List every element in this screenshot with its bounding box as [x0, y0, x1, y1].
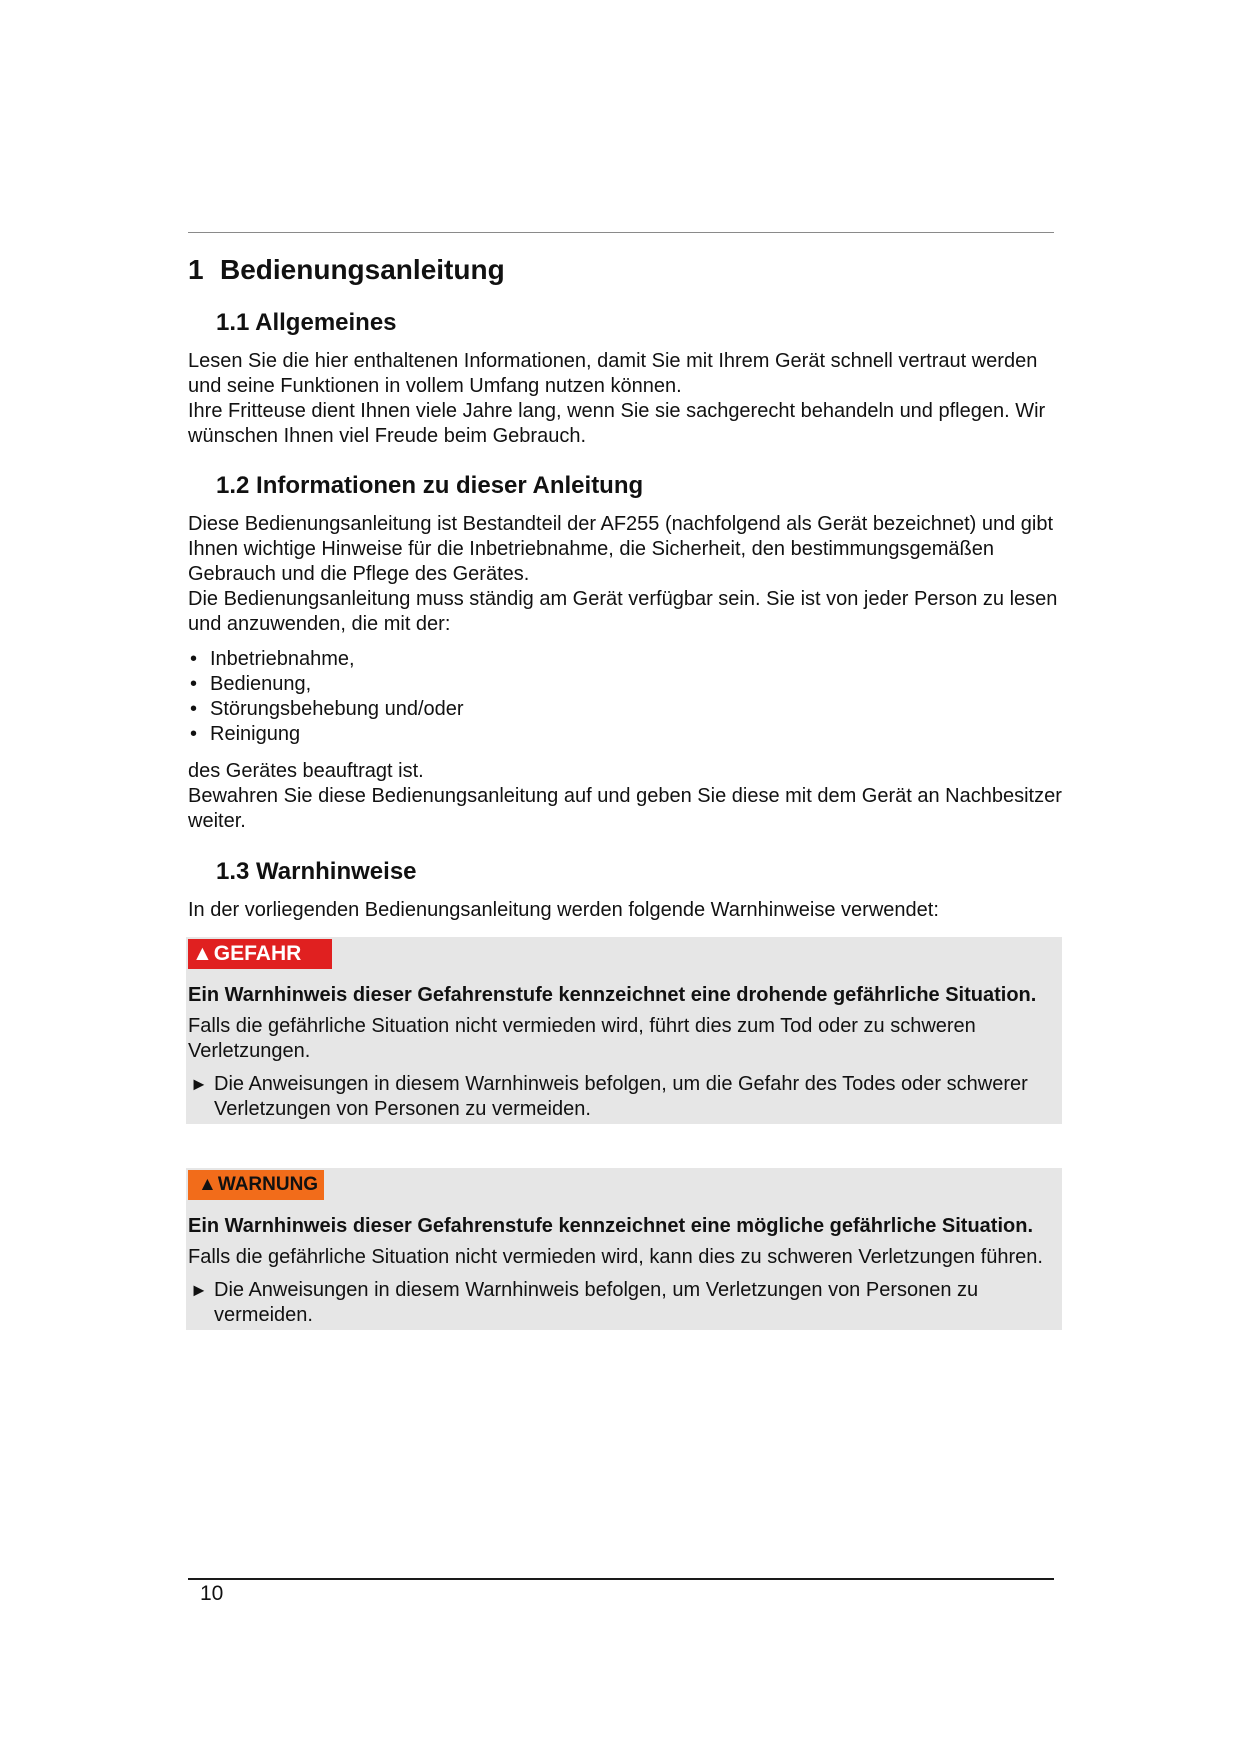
notice-body: Falls die gefährliche Situation nicht vermieden wird, kann dies zu schweren Verletzungen führen. — [188, 1246, 1043, 1268]
paragraph: Bewahren Sie diese Bedienungsanleitung auf und geben Sie diese mit dem Gerät an Nachbesitzer weiter. — [188, 785, 1062, 832]
chapter-title: Bedienungsanleitung — [220, 254, 505, 285]
page-content — [188, 254, 1068, 1330]
chapter-heading — [188, 254, 1068, 286]
header-rule — [188, 232, 1054, 233]
notice-heading: Ein Warnhinweis dieser Gefahrenstufe kennzeichnet eine drohende gefährliche Situation. — [188, 984, 1037, 1006]
bullet-dot: • — [190, 698, 198, 720]
chapter-number: 1 — [188, 254, 204, 285]
bullet-dot: • — [190, 673, 198, 695]
list-item: • Inbetriebnahme, — [190, 648, 355, 670]
paragraph: Ihre Fritteuse dient Ihnen viele Jahre lang, wenn Sie sie sachgerecht behandeln und pflegen. Wir wünschen Ihnen viel Freude beim Gebrauch. — [188, 400, 1046, 447]
warning-badge: ▲WARNUNG — [188, 1170, 324, 1200]
bullet-dot: • — [190, 723, 198, 745]
arrow-right-icon: ► — [190, 1074, 208, 1094]
paragraph: In der vorliegenden Bedienungsanleitung werden folgende Warnhinweise verwendet: — [188, 899, 939, 921]
notice-heading: Ein Warnhinweis dieser Gefahrenstufe kennzeichnet eine mögliche gefährliche Situation. — [188, 1215, 1033, 1237]
notice-action: ► Die Anweisungen in diesem Warnhinweis befolgen, um die Gefahr des Todes oder schwerer Verletzungen von Personen zu vermeiden. — [190, 1073, 1028, 1120]
section-heading-allgemeines: 1.1 Allgemeines — [216, 309, 397, 336]
paragraph: Diese Bedienungsanleitung ist Bestandteil der AF255 (nachfolgend als Gerät bezeichnet) und gibt Ihnen wichtige Hinweise für die Inbetriebnahme, die Sicherheit, den bestimmungsgemäßen Gebrauch und die Pflege des Gerätes. — [188, 513, 1054, 585]
bullet-list — [188, 647, 1068, 747]
paragraph: Lesen Sie die hier enthaltenen Informationen, damit Sie mit Ihrem Gerät schnell vertraut werden und seine Funktionen in vollem Umfang nutzen können. — [188, 350, 1038, 397]
warning-triangle-icon: ▲ — [192, 942, 213, 965]
bullet-dot: • — [190, 648, 198, 670]
list-item: • Bedienung, — [190, 673, 312, 695]
section-heading-warnhinweise: 1.3 Warnhinweise — [216, 858, 417, 885]
warning-triangle-icon: ▲ — [198, 1174, 217, 1195]
arrow-right-icon: ► — [190, 1280, 208, 1300]
paragraph: Die Bedienungsanleitung muss ständig am Gerät verfügbar sein. Sie ist von jeder Person zu lesen und anzuwenden, die mit der: — [188, 588, 1058, 635]
danger-notice-box — [186, 937, 1062, 1124]
section-heading-informationen: 1.2 Informationen zu dieser Anleitung — [216, 472, 644, 499]
notice-action: ► Die Anweisungen in diesem Warnhinweis befolgen, um Verletzungen von Personen zu vermeiden. — [190, 1279, 979, 1326]
warning-notice-box — [186, 1168, 1062, 1330]
footer-rule — [188, 1578, 1054, 1580]
list-item: • Störungsbehebung und/oder — [190, 698, 464, 720]
list-item: • Reinigung — [190, 723, 301, 745]
danger-badge: ▲GEFAHR — [188, 939, 332, 969]
page-number: 10 — [200, 1582, 224, 1605]
notice-body: Falls die gefährliche Situation nicht vermieden wird, führt dies zum Tod oder zu schweren Verletzungen. — [188, 1015, 976, 1062]
paragraph: des Gerätes beauftragt ist. — [188, 760, 424, 782]
